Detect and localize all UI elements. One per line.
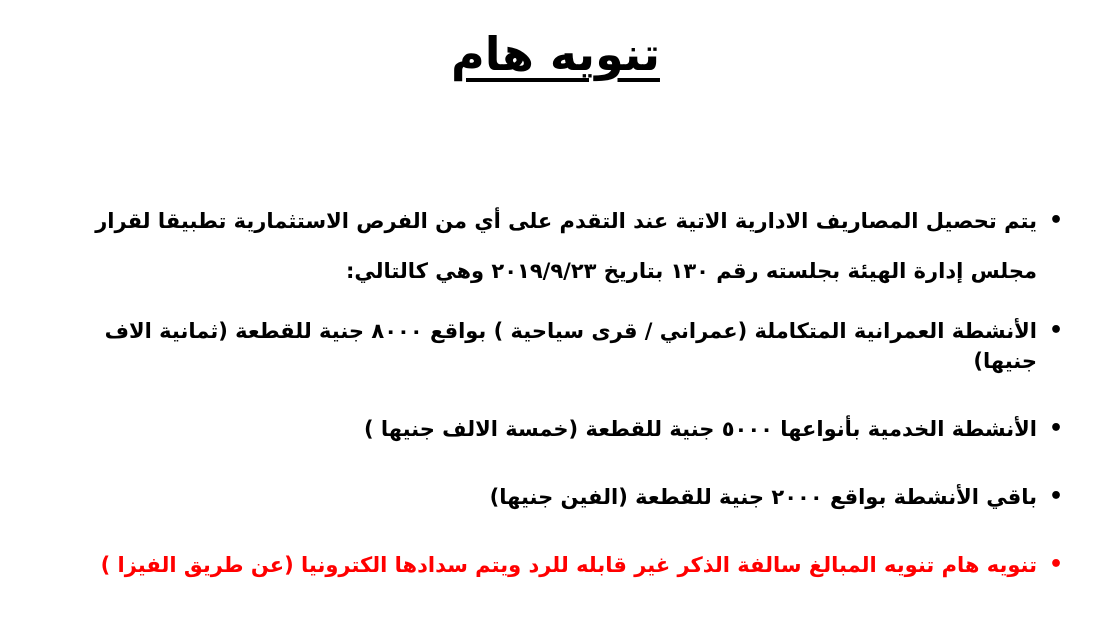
list-item-text: الأنشطة العمرانية المتكاملة (عمراني / قرى سياحية ) بواقع ٨٠٠٠ جنية للقطعة (ثمانية الاف جنيها) — [104, 319, 1037, 373]
bullet-icon: • — [1048, 416, 1063, 441]
list-item-highlighted — [43, 550, 1063, 580]
list-item — [43, 316, 1063, 376]
list-item-text: يتم تحصيل المصاريف الادارية الاتية عند التقدم على أي من الفرص الاستثمارية تطبيقا لقرار مجلس إدارة الهيئة بجلسته رقم ١٣٠ بتاريخ ٢٠١٩/٩/٢٣ وهي كالتالي: — [95, 209, 1037, 283]
list-item — [43, 196, 1063, 296]
bullet-icon: • — [1048, 208, 1063, 233]
list-item-text: الأنشطة الخدمية بأنواعها ٥٠٠٠ جنية للقطعة (خمسة الالف جنيها ) — [363, 417, 1037, 441]
list-item — [43, 482, 1063, 512]
bullet-icon: • — [1048, 318, 1063, 343]
title-text: تنويه هام — [451, 27, 660, 81]
list-item-text: تنويه هام تنويه المبالغ سالفة الذكر غير قابله للرد ويتم سدادها الكترونيا (عن طريق الفيزا ) — [100, 553, 1037, 577]
list-item — [43, 414, 1063, 444]
bullet-icon: • — [1048, 484, 1063, 509]
bullet-icon: • — [1048, 552, 1063, 577]
bullet-list — [43, 196, 1063, 580]
list-item-text: باقي الأنشطة بواقع ٢٠٠٠ جنية للقطعة (الفين جنيها) — [489, 485, 1037, 509]
page-title — [0, 22, 1111, 86]
